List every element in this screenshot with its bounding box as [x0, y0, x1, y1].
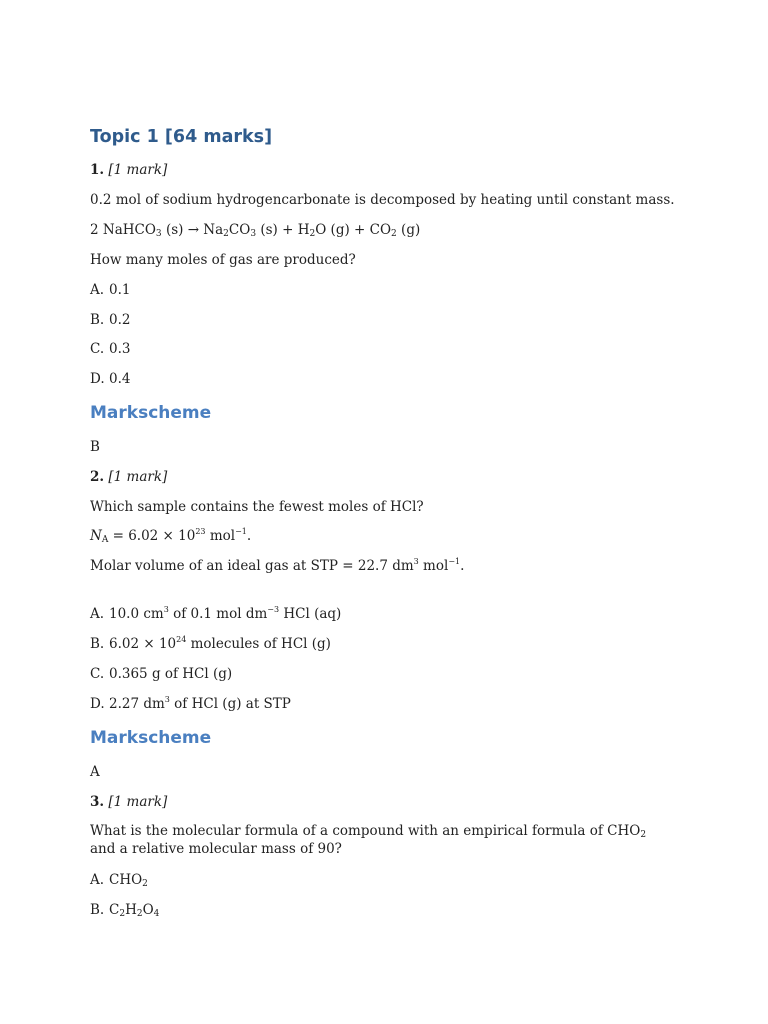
option-a: A. 10.0 $cm^3$ of 0.1 mol $dm^{-3}$ HCl (aq)	[90, 605, 342, 622]
markscheme-heading: Markscheme	[90, 728, 212, 748]
question-1-header	[90, 161, 167, 179]
molar-volume: Molar volume of an ideal gas at STP = 22.7 $dm^3$ mol$^{-1}$.	[90, 557, 465, 574]
question-3-stem: What is the molecular formula of a compound with an empirical formula of $CHO_2$ and a relative molecular mass of 90?	[90, 823, 647, 857]
option-c: C. 0.365 g of HCl (g)	[90, 666, 233, 682]
question-number: 3.	[90, 794, 105, 810]
reaction-equation: 2 NaHCO$_3$ $(s) \to Na_2CO_3$ $(s) + H_2O$ $(g) + CO_2$ (g)	[90, 222, 421, 239]
markscheme-answer: A	[90, 764, 100, 780]
option-b: B. $6.02 \times 10^{24}$ molecules of HCl (g)	[90, 635, 331, 652]
question-number: 2.	[90, 469, 105, 485]
markscheme-heading: Markscheme	[90, 403, 212, 423]
option-b: B. 0.2	[90, 312, 131, 328]
option-d: D. 2.27 $dm^3$ of HCl (g) at STP	[90, 695, 291, 712]
question-2-stem: Which sample contains the fewest moles of HCl?	[90, 499, 424, 515]
question-2-header	[90, 468, 167, 486]
topic-title: Topic 1 [64 marks]	[90, 127, 273, 147]
avogadro-constant: $N_A = 6.02 \times 10^{23}$ mol$^{-1}$.	[90, 527, 252, 545]
question-marks: [1 mark]	[108, 469, 168, 485]
option-a: A. 0.1	[90, 282, 131, 298]
option-b: B. $C_2H_2O_4$	[90, 902, 160, 919]
question-1-stem: 0.2 mol of sodium hydrogencarbonate is decomposed by heating until constant mass.	[90, 192, 675, 208]
markscheme-answer: B	[90, 439, 100, 455]
option-d: D. 0.4	[90, 371, 131, 387]
option-a: A. $CHO_2$	[90, 872, 148, 889]
option-c: C. 0.3	[90, 341, 131, 357]
question-3-header	[90, 793, 167, 811]
question-1-prompt: How many moles of gas are produced?	[90, 252, 356, 268]
question-number: 1.	[90, 162, 105, 178]
question-marks: [1 mark]	[108, 162, 168, 178]
question-marks: [1 mark]	[108, 794, 168, 810]
